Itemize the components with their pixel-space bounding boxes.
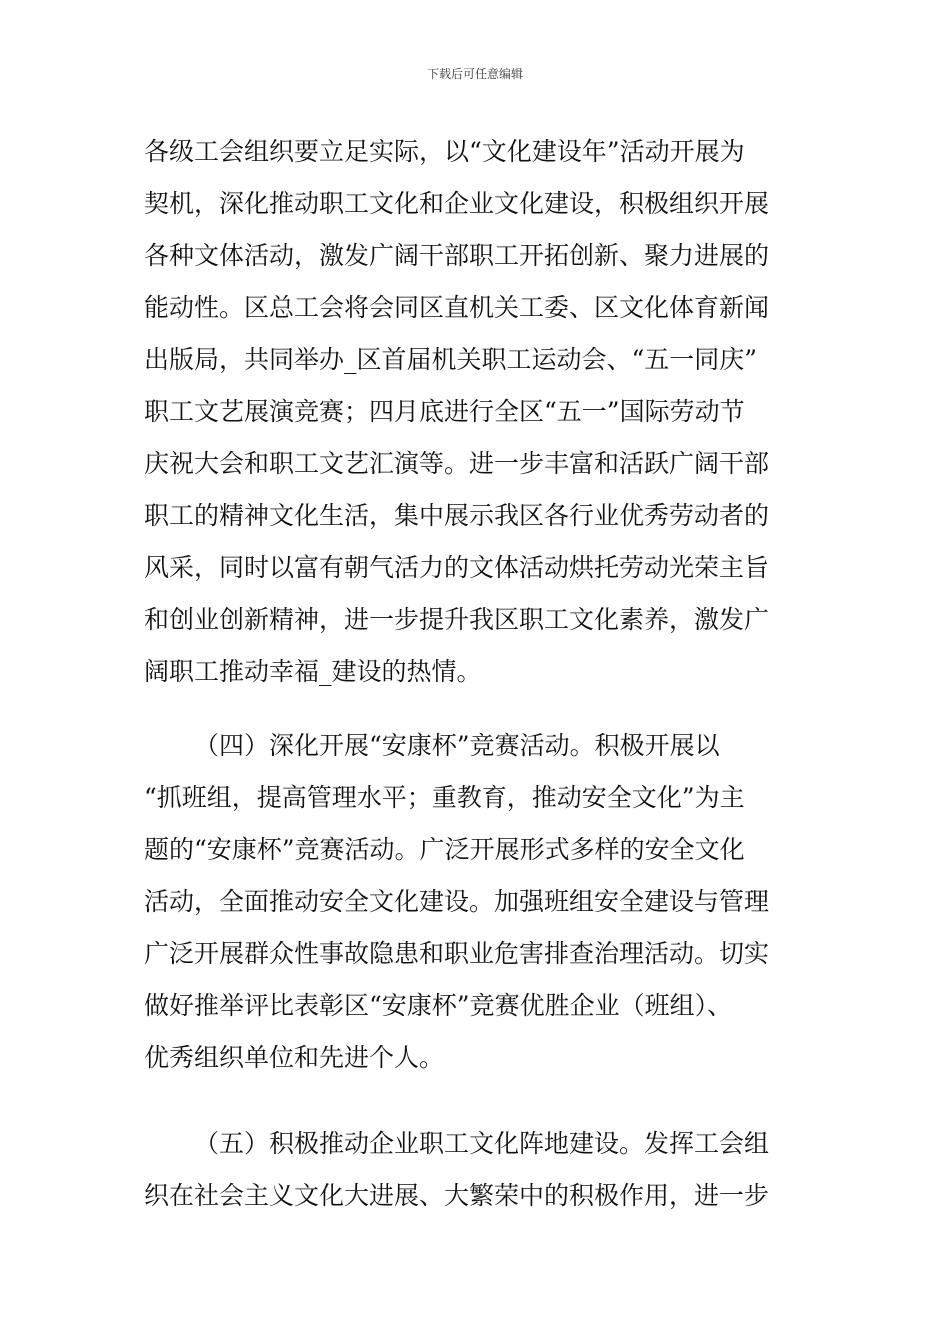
- text-line: 职工文艺展演竞赛；四月底进行全区“五一”国际劳动节: [144, 397, 745, 426]
- text-line: 出版局，共同举办_区首届机关职工运动会、“五一同庆”: [144, 345, 758, 374]
- paragraph-culture-activities: [144, 126, 814, 698]
- text-line: 活动，全面推动安全文化建设。加强班组安全建设与管理: [144, 887, 770, 916]
- text-line: 广泛开展群众性事故隐患和职业危害排查治理活动。切实: [144, 939, 770, 968]
- section-heading-line: （四）深化开展“安康杯”竞赛活动。积极开展以: [194, 731, 720, 760]
- paragraph-culture-base: [144, 1118, 814, 1222]
- text-line: 题的“安康杯”竞赛活动。广泛开展形式多样的安全文化: [144, 835, 745, 864]
- text-line: 阔职工推动幸福_建设的热情。: [144, 657, 482, 686]
- text-line: 契机，深化推动职工文化和企业文化建设，积极组织开展: [144, 189, 770, 218]
- section-heading-line: （五）积极推动企业职工文化阵地建设。发挥工会组: [194, 1129, 770, 1158]
- text-line: 优秀组织单位和先进个人。: [144, 1043, 445, 1072]
- text-line: 和创业创新精神，进一步提升我区职工文化素养，激发广: [144, 605, 770, 634]
- text-line: “抓班组，提高管理水平；重教育，推动安全文化”为主: [144, 783, 745, 812]
- text-line: 风采，同时以富有朝气活力的文体活动烘托劳动光荣主旨: [144, 553, 770, 582]
- paragraph-ankangbei-competition: [144, 720, 814, 1084]
- page-header: 下载后可任意编辑: [426, 67, 523, 81]
- text-line: 各种文体活动，激发广阔干部职工开拓创新、聚力进展的: [144, 241, 770, 270]
- text-line: 庆祝大会和职工文艺汇演等。进一步丰富和活跃广阔干部: [144, 449, 770, 478]
- text-line: 做好推举评比表彰区“安康杯”竞赛优胜企业（班组）、: [144, 991, 733, 1020]
- text-line: 各级工会组织要立足实际，以“文化建设年”活动开展为: [144, 137, 745, 166]
- text-line: 织在社会主义文化大进展、大繁荣中的积极作用，进一步: [144, 1181, 770, 1210]
- text-line: 能动性。区总工会将会同区直机关工委、区文化体育新闻: [144, 293, 770, 322]
- text-line: 职工的精神文化生活，集中展示我区各行业优秀劳动者的: [144, 501, 770, 530]
